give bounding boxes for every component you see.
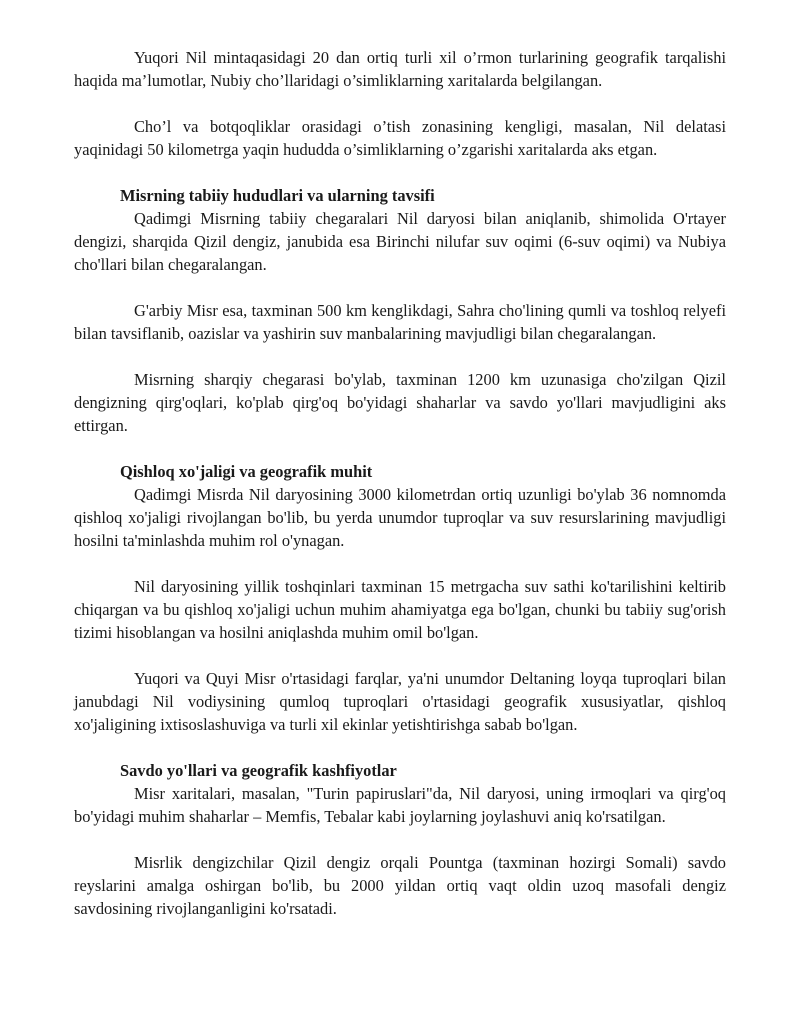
paragraph: G'arbiy Misr esa, taxminan 500 km kenglikdagi, Sahra cho'lining qumli va toshloq relyefi bilan tavsiflanib, oazislar va yashirin suv manbalarining mavjudligi bilan chegaralangan. xyxy=(74,301,726,343)
paragraph: Qadimgi Misrda Nil daryosining 3000 kilometrdan ortiq uzunligi bo'ylab 36 nomnomda qishloq xo'jaligi rivojlangan bo'lib, bu yerda unumdor tuproqlar va suv resurslarining mavjudligi hosilni ta'minlashda muhim rol o'ynagan. xyxy=(74,485,726,550)
paragraph: Misrlik dengizchilar Qizil dengiz orqali Pountga (taxminan hozirgi Somali) savdo reyslarini amalga oshirgan bo'lib, bu 2000 yildan ortiq vaqt oldin uzoq masofali dengiz savdosining rivojlanganligini ko'rsatadi. xyxy=(74,853,726,918)
paragraph: Misrning sharqiy chegarasi bo'ylab, taxminan 1200 km uzunasiga cho'zilgan Qizil dengizning qirg'oqlari, ko'plab qirg'oq bo'yidagi shaharlar va savdo yo'llari mavjudligini aks ettirgan. xyxy=(74,370,726,435)
paragraph: Cho’l va botqoqliklar orasidagi o’tish zonasining kengligi, masalan, Nil delatasi yaqinidagi 50 kilometrga yaqin hududda o’simliklarning o’zgarishi xaritalarda aks etgan. xyxy=(74,117,726,159)
paragraph: Yuqori va Quyi Misr o'rtasidagi farqlar, ya'ni unumdor Deltaning loyqa tuproqlari bilan janubdagi Nil vodiysining qumloq tuproqlari o'rtasidagi geografik xususiyatlar, qishloq xo'jaligining ixtisoslashuviga va turli xil ekinlar yetishtirishga sabab bo'lgan. xyxy=(74,669,726,734)
paragraph: Qadimgi Misrning tabiiy chegaralari Nil daryosi bilan aniqlanib, shimolida O'rtayer dengizi, sharqida Qizil dengiz, janubida esa Birinchi nilufar suv oqimi (6-suv oqimi) va Nubiya cho'llari bilan chegaralangan. xyxy=(74,209,726,274)
paragraph: Yuqori Nil mintaqasidagi 20 dan ortiq turli xil o’rmon turlarining geografik tarqalishi haqida ma’lumotlar, Nubiy cho’llaridagi o’simliklarning xaritalarda belgilangan. xyxy=(74,48,726,90)
paragraph: Nil daryosining yillik toshqinlari taxminan 15 metrgacha suv sathi ko'tarilishini keltirib chiqargan va bu qishloq xo'jaligi uchun muhim ahamiyatga ega bo'lgan, chunki bu tabiiy sug'orish tizimi hisoblangan va hosilni aniqlashda muhim omil bo'lgan. xyxy=(74,577,726,642)
document-page xyxy=(74,46,726,920)
section-heading: Savdo yo'llari va geografik kashfiyotlar xyxy=(120,761,397,780)
section-heading: Qishloq xo'jaligi va geografik muhit xyxy=(120,462,373,481)
paragraph: Misr xaritalari, masalan, "Turin papiruslari"da, Nil daryosi, uning irmoqlari va qirg'oq bo'yidagi muhim shaharlar – Memfis, Tebalar kabi joylarning joylashuvi aniq ko'rsatilgan. xyxy=(74,784,726,826)
section-heading: Misrning tabiiy hududlari va ularning tavsifi xyxy=(120,186,435,205)
